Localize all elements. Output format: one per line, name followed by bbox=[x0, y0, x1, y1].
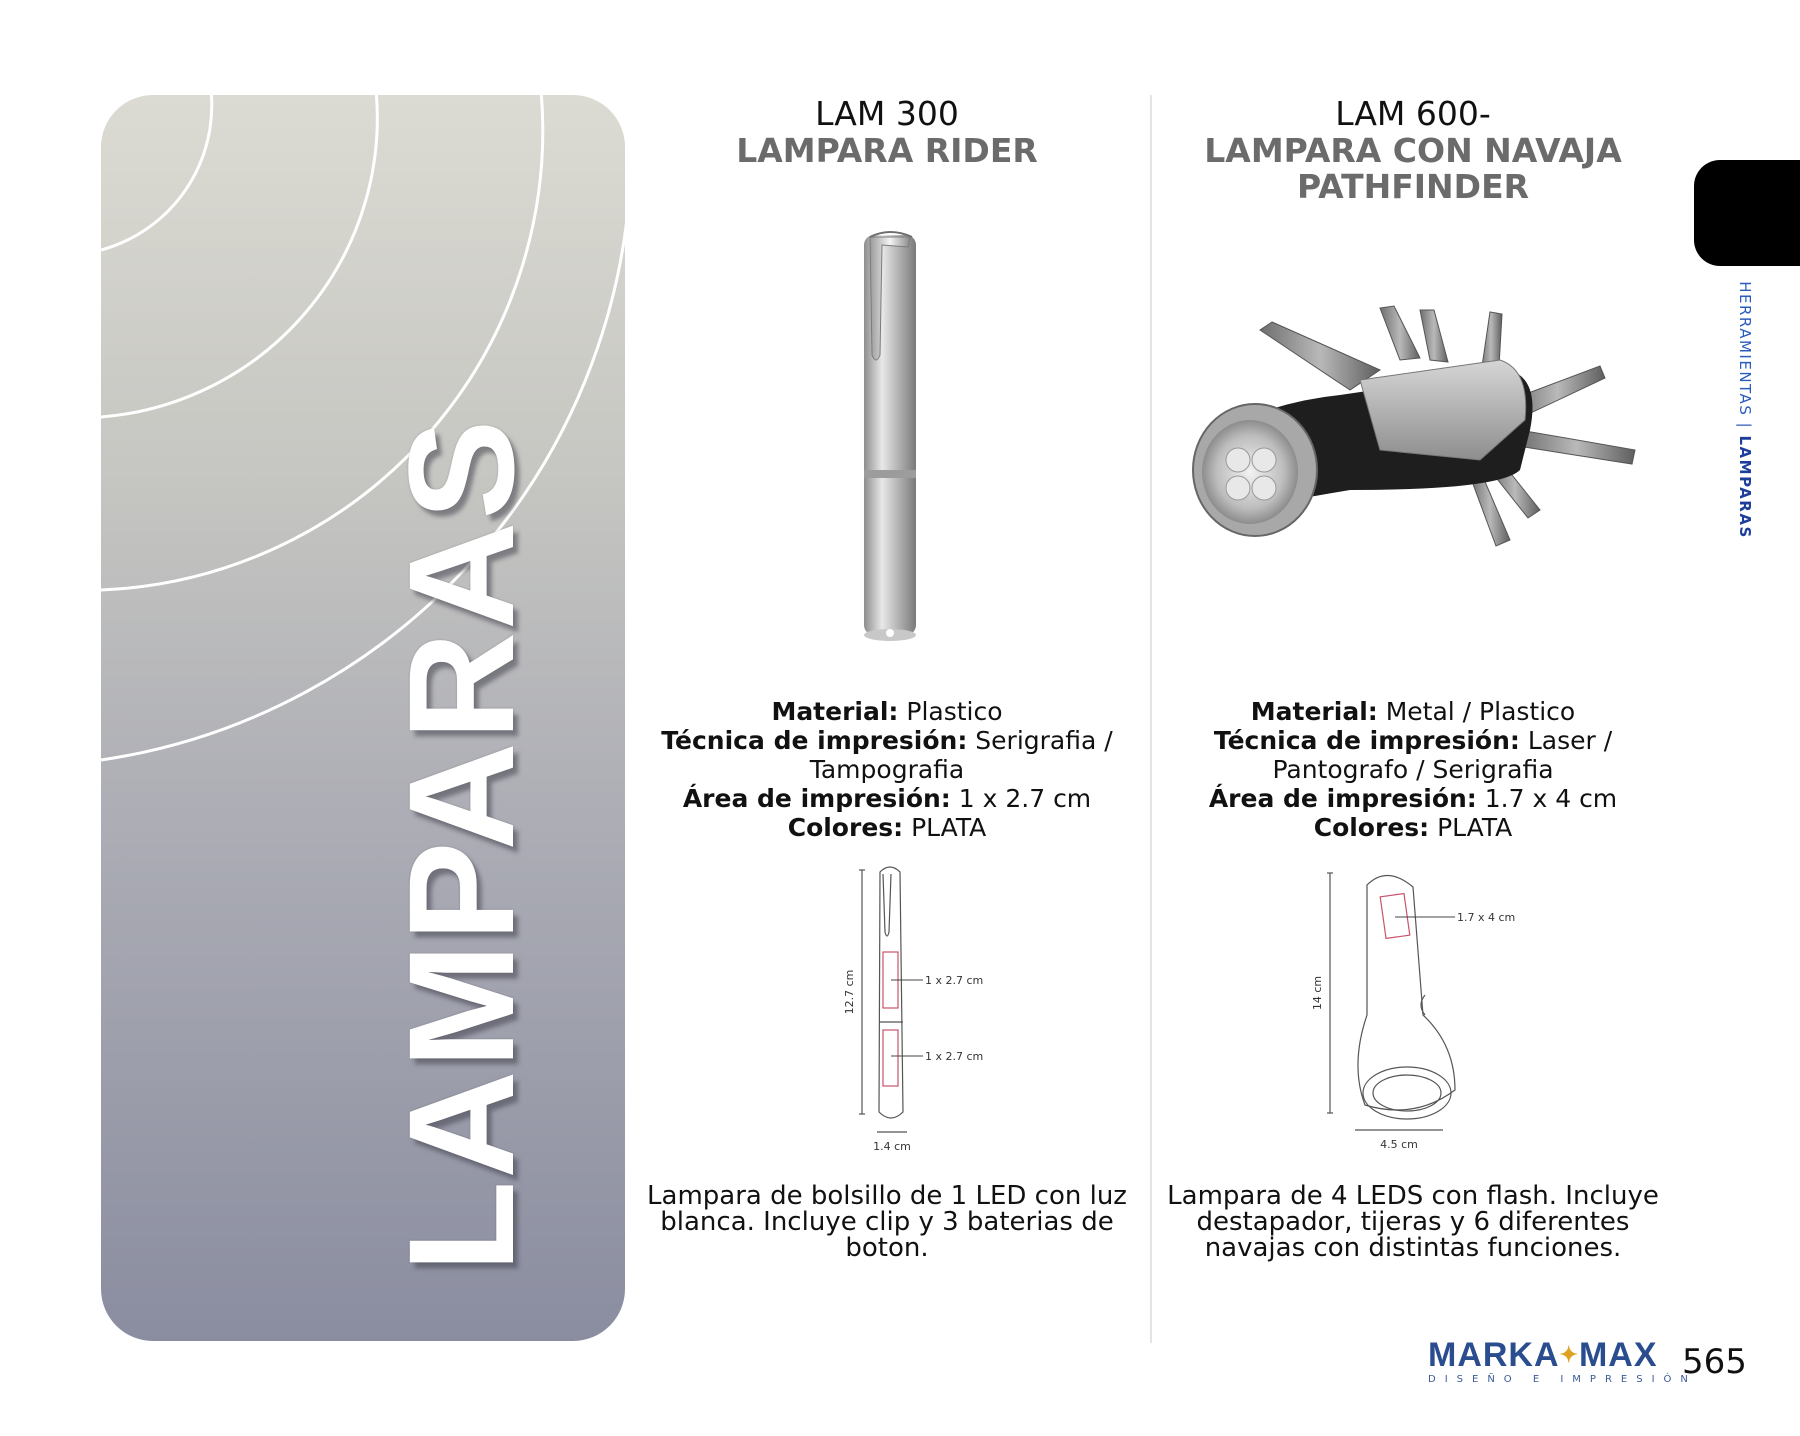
product-1-code: LAM 300 bbox=[815, 94, 959, 133]
product-2-photo bbox=[1180, 300, 1650, 590]
spec-print-area: Área de impresión: 1.7 x 4 cm bbox=[1208, 784, 1618, 813]
spec-print-technique: Técnica de impresión: Laser / Pantografo / Serigrafia bbox=[1213, 726, 1613, 784]
star-icon: ✦ bbox=[1559, 1342, 1579, 1367]
nav-separator: | bbox=[1736, 422, 1754, 430]
brand-tagline: DISEÑO E IMPRESIÓN bbox=[1428, 1374, 1697, 1385]
product-1-name: LAMPARA RIDER bbox=[736, 131, 1038, 170]
product-2-description: Lampara de 4 LEDS con flash. Incluye destapador, tijeras y 6 diferentes navajas con distintas funciones. bbox=[1167, 1181, 1659, 1263]
product-1-photo bbox=[830, 225, 950, 655]
product-2-name: LAMPARA CON NAVAJA PATHFINDER bbox=[1204, 131, 1622, 206]
product-1-dimension-diagram bbox=[835, 862, 995, 1162]
nav-section[interactable]: LAMPARAS bbox=[1736, 435, 1754, 539]
brand-name-part-1: MARKA bbox=[1428, 1336, 1560, 1374]
product-2-specs bbox=[1163, 697, 1663, 842]
brand-logo bbox=[1428, 1338, 1697, 1385]
side-navigation bbox=[1736, 281, 1754, 539]
spec-print-area: Área de impresión: 1 x 2.7 cm bbox=[682, 784, 1092, 813]
page-number: 565 bbox=[1682, 1342, 1747, 1382]
diagram-1-height-label: 12.7 cm bbox=[843, 969, 856, 1015]
category-banner bbox=[101, 95, 625, 1341]
diagram-1-width-label: 1.4 cm bbox=[873, 1140, 911, 1153]
spec-material: Material: Metal / Plastico bbox=[1250, 697, 1576, 726]
product-1-description: Lampara de bolsillo de 1 LED con luz blanca. Incluye clip y 3 baterias de boton. bbox=[647, 1181, 1127, 1263]
product-2-dimension-diagram bbox=[1305, 865, 1545, 1165]
decorative-arcs bbox=[101, 95, 625, 1341]
spec-print-technique: Técnica de impresión: Serigrafia / Tampografia bbox=[661, 726, 1113, 784]
diagram-2-height-label: 14 cm bbox=[1311, 975, 1324, 1011]
product-1-header bbox=[637, 95, 1137, 169]
section-tab bbox=[1694, 160, 1800, 266]
banner-title: LAMPARAS bbox=[377, 417, 545, 1273]
diagram-1-area-label-1: 1 x 2.7 cm bbox=[925, 974, 984, 987]
product-2-header bbox=[1163, 95, 1663, 205]
diagram-1-area-label-2: 1 x 2.7 cm bbox=[925, 1050, 984, 1063]
brand-name-part-2: MAX bbox=[1578, 1336, 1658, 1374]
spec-material: Material: Plastico bbox=[771, 697, 1003, 726]
spec-colors: Colores: PLATA bbox=[787, 813, 987, 842]
diagram-2-area-label: 1.7 x 4 cm bbox=[1457, 911, 1516, 924]
product-2-code: LAM 600- bbox=[1335, 94, 1491, 133]
product-1-specs bbox=[637, 697, 1137, 842]
spec-colors: Colores: PLATA bbox=[1313, 813, 1513, 842]
nav-category[interactable]: HERRAMIENTAS bbox=[1736, 281, 1754, 417]
diagram-2-width-label: 4.5 cm bbox=[1380, 1138, 1418, 1151]
column-divider bbox=[1150, 95, 1152, 1343]
